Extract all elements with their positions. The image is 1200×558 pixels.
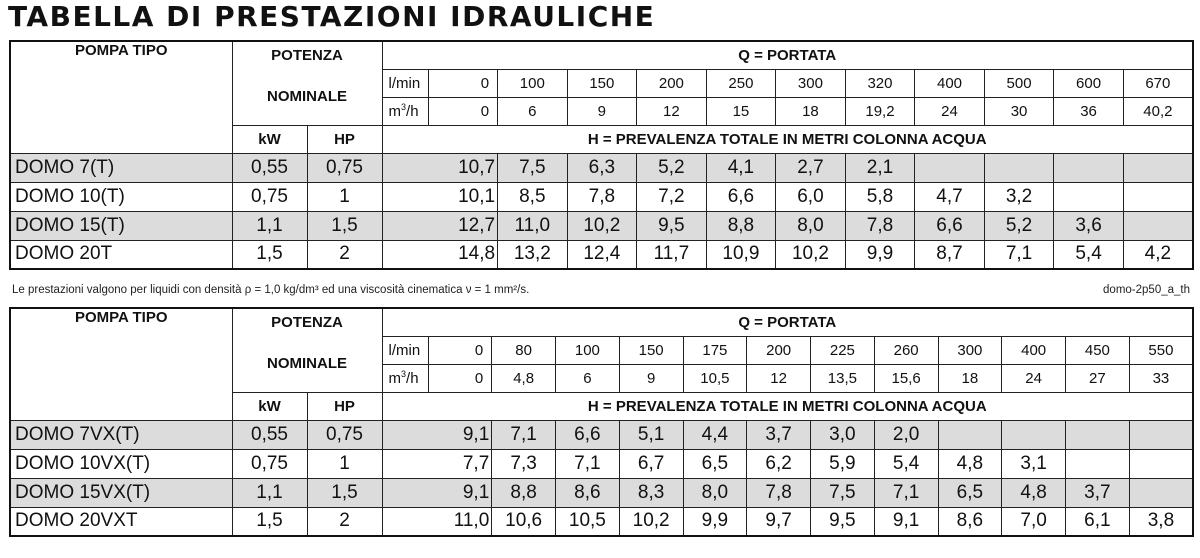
power-kw: 0,75 [232, 449, 307, 478]
head-value: 8,6 [556, 478, 620, 507]
head-value: 3,2 [984, 182, 1054, 211]
flow-m3h-cell: 0 [428, 97, 498, 125]
head-value: 2,0 [874, 420, 938, 449]
power-hp: 1 [307, 182, 382, 211]
flow-m3h-cell: 9 [567, 97, 637, 125]
flow-lmin-cell: 500 [984, 69, 1054, 97]
head-value: 4,7 [915, 182, 985, 211]
header-power: POTENZA [232, 308, 382, 336]
flow-m3h-cell: 6 [556, 364, 620, 392]
head-value: 3,8 [1129, 507, 1193, 536]
head-value: 7,1 [492, 420, 556, 449]
head-value: 3,7 [1066, 478, 1130, 507]
head-value: 3,0 [811, 420, 875, 449]
table-row [10, 449, 1193, 478]
unit-h: /h [406, 370, 419, 387]
flow-m3h-cell: 0 [428, 364, 492, 392]
header-nominal: NOMINALE [232, 69, 382, 125]
header-power: POTENZA [232, 41, 382, 69]
head-value: 5,1 [619, 420, 683, 449]
head-value: 8,0 [776, 211, 846, 240]
flow-m3h-cell: 18 [938, 364, 1002, 392]
head-value: 7,1 [556, 449, 620, 478]
head-value: 10,6 [492, 507, 556, 536]
head-value: 9,9 [683, 507, 747, 536]
head-value [1054, 153, 1124, 182]
flow-lmin-cell: 250 [706, 69, 776, 97]
flow-m3h-cell: 13,5 [811, 364, 875, 392]
flow-lmin-cell: 450 [1066, 336, 1130, 364]
unit-m: m [388, 370, 402, 387]
flow-m3h-cell: 30 [984, 97, 1054, 125]
table-row [10, 507, 1193, 536]
head-value: 7,2 [637, 182, 707, 211]
flow-lmin-cell: 400 [915, 69, 985, 97]
head-value: 9,1 [382, 420, 492, 449]
header-kw: kW [232, 125, 307, 153]
unit-m3h [382, 97, 428, 125]
flow-m3h-cell: 19,2 [845, 97, 915, 125]
footnote: Le prestazioni valgono per liquidi con densità ρ = 1,0 kg/dm³ ed una viscosità cinematica ν = 1 mm²/s. [12, 284, 530, 296]
unit-lmin: l/min [382, 336, 428, 364]
header-blank [10, 125, 232, 153]
unit-sup: 3 [401, 102, 407, 112]
head-value [1129, 449, 1193, 478]
head-value: 4,2 [1123, 240, 1193, 269]
document-code: domo-2p50_a_th [1103, 284, 1190, 296]
head-value: 8,6 [938, 507, 1002, 536]
power-kw: 1,5 [232, 507, 307, 536]
power-kw: 0,75 [232, 182, 307, 211]
pump-name: DOMO 20T [10, 240, 232, 269]
head-value: 2,1 [845, 153, 915, 182]
head-value: 7,0 [1002, 507, 1066, 536]
flow-lmin-cell: 300 [776, 69, 846, 97]
page-title: TABELLA DI PRESTAZIONI IDRAULICHE [8, 0, 656, 33]
table-row [10, 211, 1193, 240]
head-value: 8,5 [498, 182, 568, 211]
flow-lmin-cell: 670 [1123, 69, 1193, 97]
head-value: 8,8 [706, 211, 776, 240]
head-value: 10,1 [382, 182, 498, 211]
head-value: 5,4 [1054, 240, 1124, 269]
flow-m3h-cell: 15,6 [874, 364, 938, 392]
head-value: 8,7 [915, 240, 985, 269]
flow-lmin-cell: 175 [683, 336, 747, 364]
head-value: 9,9 [845, 240, 915, 269]
head-value [1066, 449, 1130, 478]
header-pump-type: POMPA TIPO [10, 41, 232, 125]
power-hp: 1,5 [307, 211, 382, 240]
header-blank [10, 392, 232, 420]
head-value: 9,1 [382, 478, 492, 507]
flow-lmin-cell: 200 [747, 336, 811, 364]
head-value: 8,8 [492, 478, 556, 507]
flow-lmin-cell: 320 [845, 69, 915, 97]
head-value: 6,6 [915, 211, 985, 240]
flow-m3h-cell: 10,5 [683, 364, 747, 392]
head-value [938, 420, 1002, 449]
head-value [1123, 211, 1193, 240]
head-value: 5,2 [637, 153, 707, 182]
pump-name: DOMO 20VXT [10, 507, 232, 536]
table-row [10, 153, 1193, 182]
flow-lmin-cell: 300 [938, 336, 1002, 364]
flow-lmin-cell: 0 [428, 336, 492, 364]
flow-lmin-cell: 400 [1002, 336, 1066, 364]
flow-lmin-cell: 600 [1054, 69, 1124, 97]
head-value: 9,5 [637, 211, 707, 240]
unit-lmin: l/min [382, 69, 428, 97]
flow-lmin-cell: 150 [619, 336, 683, 364]
head-value: 6,6 [706, 182, 776, 211]
pump-name: DOMO 15VX(T) [10, 478, 232, 507]
head-value: 6,5 [683, 449, 747, 478]
head-value: 6,3 [567, 153, 637, 182]
flow-m3h-cell: 24 [1002, 364, 1066, 392]
flow-m3h-cell: 12 [637, 97, 707, 125]
head-value: 14,8 [382, 240, 498, 269]
header-pump-type: POMPA TIPO [10, 308, 232, 392]
head-value: 11,7 [637, 240, 707, 269]
head-value: 8,3 [619, 478, 683, 507]
head-value: 10,2 [567, 211, 637, 240]
head-value: 9,5 [811, 507, 875, 536]
header-hp: HP [307, 125, 382, 153]
flow-m3h-cell: 18 [776, 97, 846, 125]
head-value: 5,4 [874, 449, 938, 478]
head-value [1129, 420, 1193, 449]
head-value: 7,1 [874, 478, 938, 507]
power-kw: 0,55 [232, 420, 307, 449]
head-value [984, 153, 1054, 182]
head-value: 6,0 [776, 182, 846, 211]
unit-sup: 3 [401, 369, 407, 379]
pump-name: DOMO 7VX(T) [10, 420, 232, 449]
head-value: 10,9 [706, 240, 776, 269]
pump-name: DOMO 7(T) [10, 153, 232, 182]
head-value: 10,7 [382, 153, 498, 182]
table-row [10, 182, 1193, 211]
head-value: 6,2 [747, 449, 811, 478]
header-head: H = PREVALENZA TOTALE IN METRI COLONNA ACQUA [382, 392, 1193, 420]
flow-m3h-cell: 9 [619, 364, 683, 392]
head-value: 4,8 [938, 449, 1002, 478]
flow-lmin-cell: 550 [1129, 336, 1193, 364]
header-flow: Q = PORTATA [382, 308, 1193, 336]
header-nominal: NOMINALE [232, 336, 382, 392]
head-value: 3,6 [1054, 211, 1124, 240]
head-value: 7,3 [492, 449, 556, 478]
power-hp: 2 [307, 507, 382, 536]
head-value: 11,0 [498, 211, 568, 240]
head-value [1123, 153, 1193, 182]
head-value: 5,8 [845, 182, 915, 211]
head-value [1129, 478, 1193, 507]
pump-name: DOMO 15(T) [10, 211, 232, 240]
pump-name: DOMO 10VX(T) [10, 449, 232, 478]
header-kw: kW [232, 392, 307, 420]
head-value: 10,5 [556, 507, 620, 536]
head-value: 4,1 [706, 153, 776, 182]
power-hp: 0,75 [307, 420, 382, 449]
flow-lmin-cell: 200 [637, 69, 707, 97]
flow-m3h-cell: 12 [747, 364, 811, 392]
head-value: 2,7 [776, 153, 846, 182]
head-value: 4,8 [1002, 478, 1066, 507]
head-value: 12,4 [567, 240, 637, 269]
flow-m3h-cell: 33 [1129, 364, 1193, 392]
head-value: 10,2 [776, 240, 846, 269]
head-value: 9,1 [874, 507, 938, 536]
head-value: 7,5 [811, 478, 875, 507]
power-hp: 2 [307, 240, 382, 269]
head-value: 6,7 [619, 449, 683, 478]
head-value: 7,5 [498, 153, 568, 182]
head-value [915, 153, 985, 182]
head-value: 7,1 [984, 240, 1054, 269]
flow-lmin-cell: 80 [492, 336, 556, 364]
header-head: H = PREVALENZA TOTALE IN METRI COLONNA ACQUA [382, 125, 1193, 153]
flow-m3h-cell: 15 [706, 97, 776, 125]
head-value: 9,7 [747, 507, 811, 536]
head-value: 11,0 [382, 507, 492, 536]
flow-m3h-cell: 6 [498, 97, 568, 125]
power-hp: 0,75 [307, 153, 382, 182]
header-hp: HP [307, 392, 382, 420]
head-value: 4,4 [683, 420, 747, 449]
head-value: 13,2 [498, 240, 568, 269]
table-row [10, 478, 1193, 507]
power-kw: 0,55 [232, 153, 307, 182]
power-kw: 1,1 [232, 478, 307, 507]
head-value: 3,1 [1002, 449, 1066, 478]
pump-name: DOMO 10(T) [10, 182, 232, 211]
head-value: 7,7 [382, 449, 492, 478]
head-value: 5,9 [811, 449, 875, 478]
flow-lmin-cell: 100 [556, 336, 620, 364]
head-value [1054, 182, 1124, 211]
performance-table-2 [9, 307, 1194, 537]
head-value: 7,8 [845, 211, 915, 240]
flow-m3h-cell: 24 [915, 97, 985, 125]
flow-lmin-cell: 150 [567, 69, 637, 97]
power-kw: 1,5 [232, 240, 307, 269]
head-value: 8,0 [683, 478, 747, 507]
head-value: 6,5 [938, 478, 1002, 507]
power-kw: 1,1 [232, 211, 307, 240]
flow-lmin-cell: 100 [498, 69, 568, 97]
head-value: 3,7 [747, 420, 811, 449]
flow-m3h-cell: 27 [1066, 364, 1130, 392]
flow-m3h-cell: 40,2 [1123, 97, 1193, 125]
table-row [10, 240, 1193, 269]
performance-table-1 [9, 40, 1194, 270]
head-value: 7,8 [567, 182, 637, 211]
flow-m3h-cell: 36 [1054, 97, 1124, 125]
head-value [1066, 420, 1130, 449]
head-value: 6,6 [556, 420, 620, 449]
head-value: 6,1 [1066, 507, 1130, 536]
header-flow: Q = PORTATA [382, 41, 1193, 69]
head-value: 10,2 [619, 507, 683, 536]
power-hp: 1,5 [307, 478, 382, 507]
head-value [1123, 182, 1193, 211]
unit-h: /h [406, 103, 419, 120]
flow-lmin-cell: 225 [811, 336, 875, 364]
unit-m3h [382, 364, 428, 392]
unit-m: m [388, 103, 402, 120]
head-value: 5,2 [984, 211, 1054, 240]
head-value [1002, 420, 1066, 449]
flow-lmin-cell: 260 [874, 336, 938, 364]
flow-lmin-cell: 0 [428, 69, 498, 97]
head-value: 7,8 [747, 478, 811, 507]
power-hp: 1 [307, 449, 382, 478]
head-value: 12,7 [382, 211, 498, 240]
flow-m3h-cell: 4,8 [492, 364, 556, 392]
table-row [10, 420, 1193, 449]
